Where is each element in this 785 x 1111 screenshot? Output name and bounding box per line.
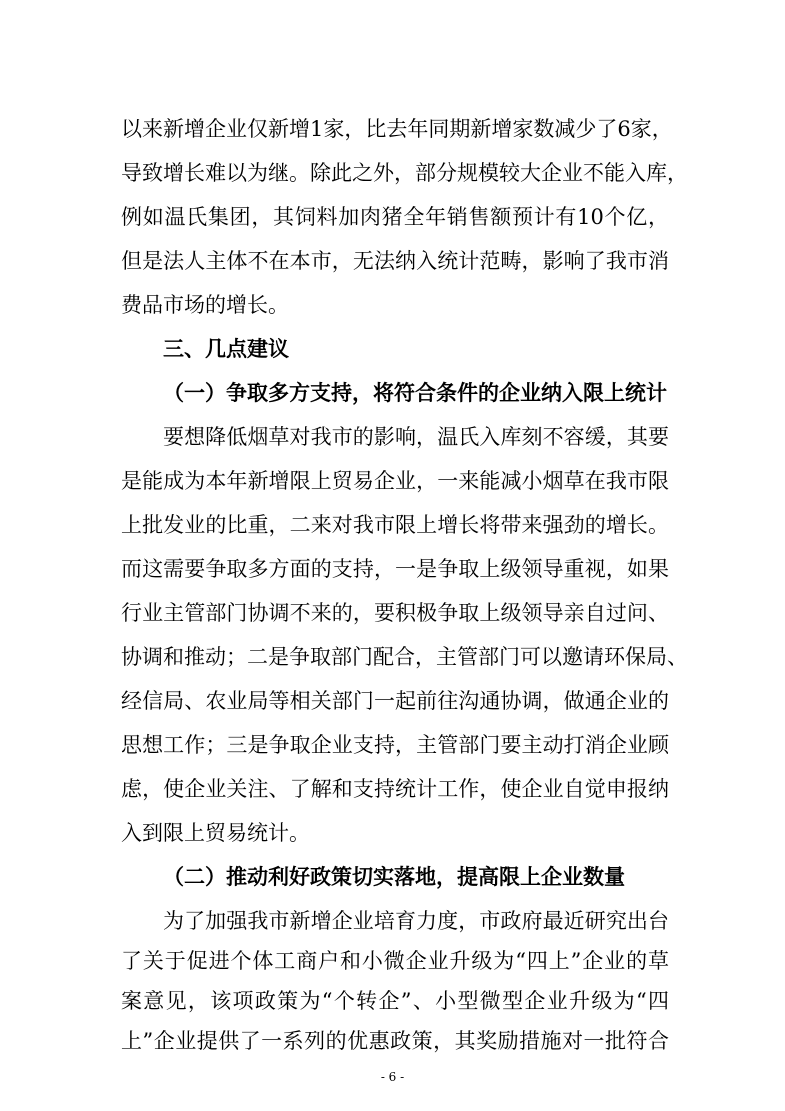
body-line: 虑，使企业关注、了解和支持统计工作，使企业自觉申报纳 (121, 777, 669, 801)
subsection-heading: （二）推动利好政策切实落地，提高限上企业数量 (163, 864, 625, 889)
body-line: 费品市场的增长。 (121, 293, 289, 317)
body-line: 而这需要争取多方面的支持，一是争取上级领导重视，如果 (121, 557, 669, 581)
body-line: 经信局、农业局等相关部门一起前往沟通协调，做通企业的 (121, 689, 669, 713)
body-line: 为了加强我市新增企业培育力度，市政府最近研究出台 (163, 909, 669, 933)
body-line: 上批发业的比重，二来对我市限上增长将带来强劲的增长。 (121, 513, 669, 537)
body-line: 上”企业提供了一系列的优惠政策，其奖励措施对一批符合 (121, 1029, 669, 1053)
body-line: 协调和推动；二是争取部门配合，主管部门可以邀请环保局、 (121, 645, 688, 669)
body-line: 导致增长难以为继。除此之外，部分规模较大企业不能入库， (121, 161, 688, 185)
body-line: 思想工作；三是争取企业支持，主管部门要主动打消企业顾 (121, 733, 669, 757)
body-line: 以来新增企业仅新增1家，比去年同期新增家数减少了6家， (121, 117, 673, 141)
section-heading: 三、几点建议 (163, 336, 289, 361)
body-line: 但是法人主体不在本市，无法纳入统计范畴，影响了我市消 (121, 249, 669, 273)
subsection-heading: （一）争取多方支持，将符合条件的企业纳入限上统计 (163, 380, 667, 405)
body-line: 例如温氏集团，其饲料加肉猪全年销售额预计有10个亿， (121, 205, 669, 229)
page-number: - 6 - (380, 1070, 405, 1084)
body-line: 入到限上贸易统计。 (121, 821, 310, 845)
body-line: 案意见，该项政策为“个转企”、小型微型企业升级为“四 (121, 989, 669, 1013)
body-line: 了关于促进个体工商户和小微企业升级为“四上”企业的草 (121, 949, 669, 973)
body-line: 行业主管部门协调不来的，要积极争取上级领导亲自过问、 (121, 601, 669, 625)
body-line: 要想降低烟草对我市的影响，温氏入库刻不容缓，其要 (163, 425, 669, 449)
body-line: 是能成为本年新增限上贸易企业，一来能减小烟草在我市限 (121, 469, 669, 493)
